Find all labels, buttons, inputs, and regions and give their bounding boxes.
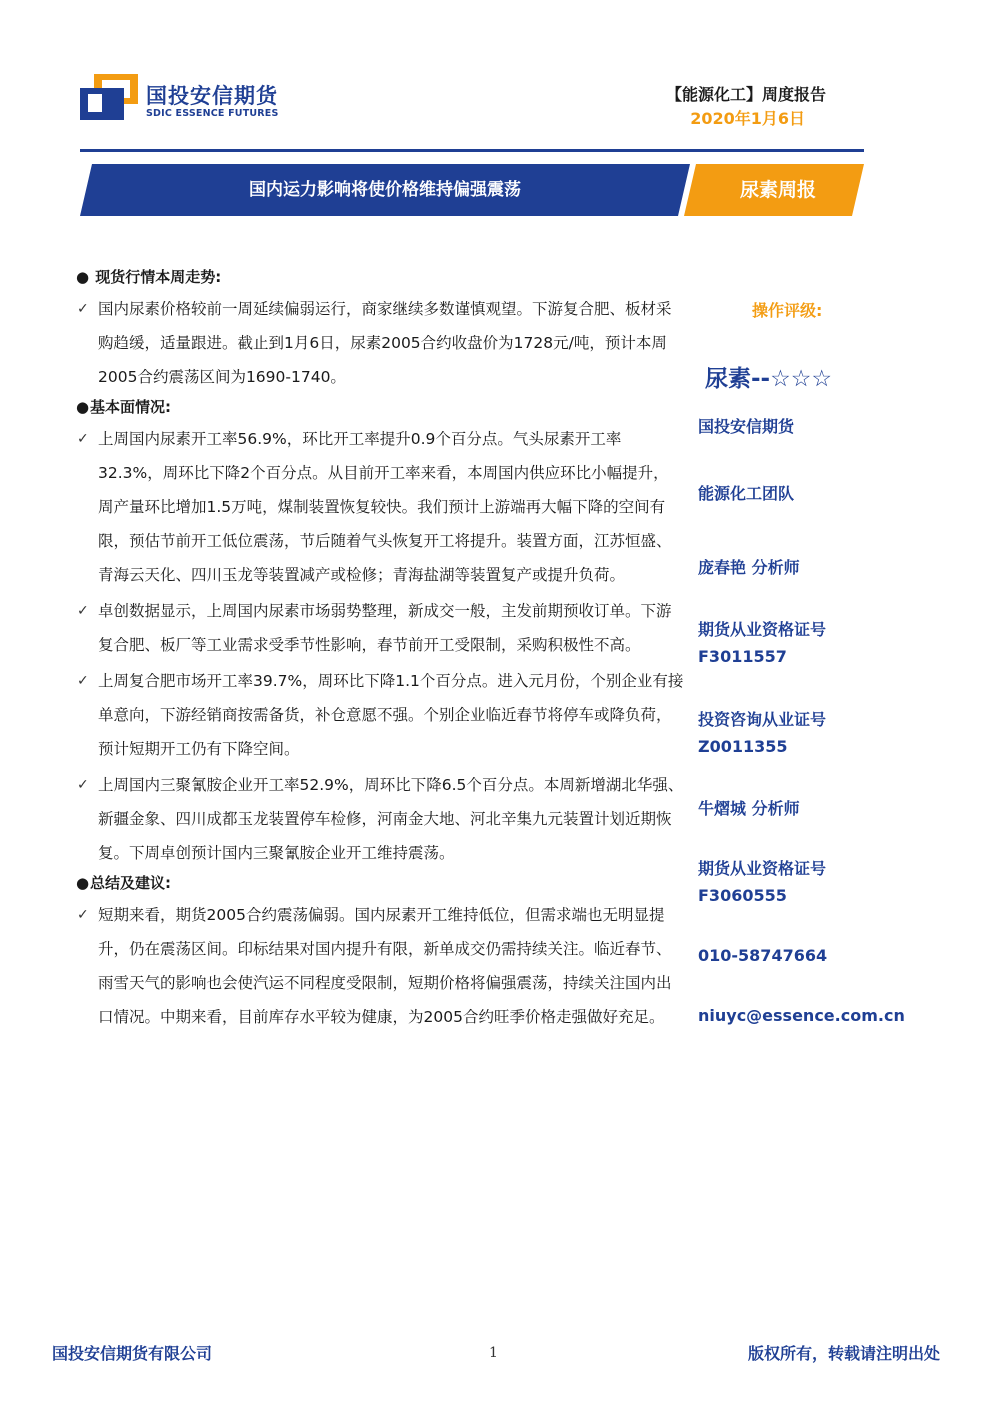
analyst-cert-number: F3011557: [698, 647, 787, 666]
rating-label: 操作评级:: [752, 301, 823, 320]
contact-email[interactable]: niuyc@essence.com.cn: [698, 1006, 905, 1025]
analyst-cert-label: 期货从业资格证号: [698, 859, 827, 878]
section-title: ●基本面情况:: [76, 398, 171, 416]
contact-phone: 010-58747664: [698, 946, 828, 965]
list-item: ✓ 国内尿素价格较前一周延续偏弱运行，商家继续多数谨慎观望。下游复合肥、板材采购趋缓，适量跟进。截止到1月6日，尿素2005合约收盘价为1728元/吨，预计本周2005合约震荡区间为1690-1740。: [76, 292, 684, 394]
check-icon: ✓: [77, 907, 89, 923]
check-icon: ✓: [77, 301, 89, 317]
company-logo: [80, 74, 310, 124]
section-title: ● 现货行情本周走势:: [76, 268, 222, 286]
check-icon: ✓: [77, 673, 89, 689]
check-icon: ✓: [77, 777, 89, 793]
section-title: ●总结及建议:: [76, 874, 171, 892]
footer-company: 国投安信期货有限公司: [52, 1344, 213, 1363]
analyst-cert-number: F3060555: [698, 886, 787, 905]
logo-mark-icon: [80, 74, 138, 120]
logo-company-cn: 国投安信期货: [146, 84, 278, 108]
sidebar-team: 能源化工团队: [698, 484, 795, 503]
bullet-icon: ●: [76, 268, 90, 286]
page-number: 1: [489, 1345, 498, 1361]
list-item: ✓ 上周国内尿素开工率56.9%，环比开工率提升0.9个百分点。气头尿素开工率32.3%，周环比下降2个百分点。从目前开工率来看，本周国内供应环比小幅提升，周产量环比增加1.5万吨，煤制装置恢复较快。我们预计上游端再大幅下降的空间有限，预估节前开工低位震荡，节后随着气头恢复开工将提升。装置方面，江苏恒盛、青海云天化、四川玉龙等装置减产或检修；青海盐湖等装置复产或提升负荷。: [76, 422, 684, 592]
sidebar-company: 国投安信期货: [698, 417, 795, 436]
analyst-consult-number: Z0011355: [698, 737, 788, 756]
analyst-cert-label: 期货从业资格证号: [698, 620, 827, 639]
analyst-name: 牛熠城 分析师: [698, 799, 800, 818]
list-item: ✓ 短期来看，期货2005合约震荡偏弱。国内尿素开工维持低位，但需求端也无明显提升，仍在震荡区间。印标结果对国内提升有限，新单成交仍需持续关注。临近春节、雨雪天气的影响也会使汽运不同程度受限制，短期价格将偏强震荡，持续关注国内出口情况。中期来看，目前库存水平较为健康，为2005合约旺季价格走强做好充足。: [76, 898, 684, 1034]
analyst-consult-label: 投资咨询从业证号: [698, 710, 827, 729]
report-type: 【能源化工】周度报告: [665, 85, 826, 104]
check-icon: ✓: [77, 431, 89, 447]
analyst-name: 庞春艳 分析师: [698, 558, 800, 577]
list-item: ✓ 卓创数据显示，上周国内尿素市场弱势整理，新成交一般，主发前期预收订单。下游复合肥、板厂等工业需求受季节性影响，春节前开工受限制，采购积极性不高。: [76, 594, 684, 662]
header-divider: [80, 149, 864, 152]
title-banner: [80, 164, 864, 216]
banner-title: 国内运力影响将使价格维持偏强震荡: [249, 180, 521, 200]
bullet-icon: ●: [76, 398, 90, 416]
logo-company-en: SDIC ESSENCE FUTURES: [146, 108, 279, 119]
main-content: [76, 266, 684, 1036]
list-item: ✓ 上周国内三聚氰胺企业开工率52.9%，周环比下降6.5个百分点。本周新增湖北华强、新疆金象、四川成都玉龙装置停车检修，河南金大地、河北辛集九元装置计划近期恢复。下周卓创预计国内三聚氰胺企业开工维持震荡。: [76, 768, 684, 870]
bullet-icon: ●: [76, 874, 90, 892]
footer-copyright: 版权所有，转载请注明出处: [747, 1344, 940, 1363]
rating-value: 尿素--☆☆☆: [705, 366, 832, 392]
list-item: ✓ 上周复合肥市场开工率39.7%，周环比下降1.1个百分点。进入元月份，个别企业有接单意向，下游经销商按需备货，补仓意愿不强。个别企业临近春节将停车或降负荷，预计短期开工仍有下降空间。: [76, 664, 684, 766]
check-icon: ✓: [77, 603, 89, 619]
banner-tag: 尿素周报: [739, 179, 816, 201]
report-date: 2020年1月6日: [690, 109, 805, 128]
